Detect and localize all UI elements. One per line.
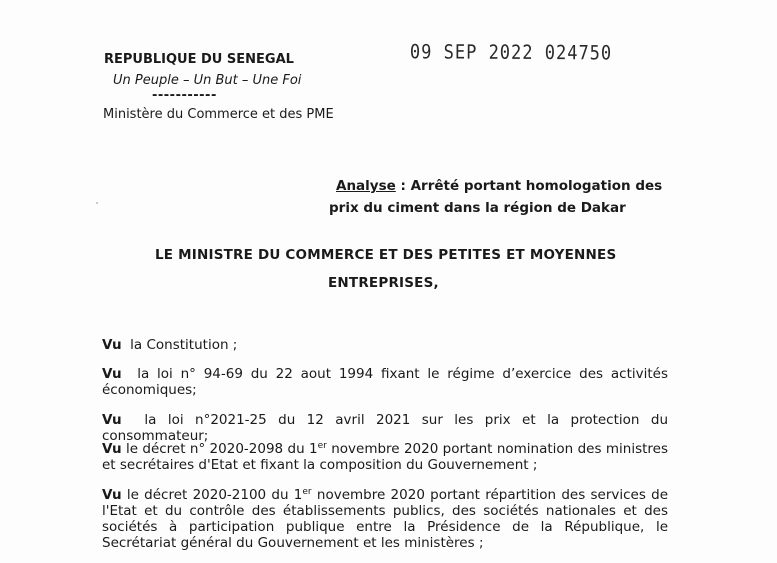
consideration-text: la loi n°2021-25 du 12 avril 2021 sur les prix et la protection du consommateur; [102, 412, 668, 444]
decree-title-line2: ENTREPRISES, [328, 275, 439, 291]
vu-label: Vu [102, 366, 122, 382]
country-name: REPUBLIQUE DU SENEGAL [104, 52, 294, 67]
consideration-text-cont: novembre 2020 portant nomination des ministres et secrétaires d'Etat et fixant la composition du Gouvernement ; [102, 441, 669, 473]
vu-label: Vu [102, 337, 122, 353]
consideration-constitution [102, 337, 668, 353]
consideration-decret-2020-2098 [102, 441, 668, 473]
vu-label: Vu [102, 441, 122, 457]
header-divider: ----------- [152, 88, 217, 103]
analyse-heading [336, 178, 662, 194]
ministry-name: Ministère du Commerce et des PME [103, 107, 334, 122]
consideration-text: la Constitution ; [130, 337, 238, 353]
date-stamp: 09 SEP 2022 024750 [409, 41, 613, 66]
consideration-decret-2020-2100 [102, 487, 668, 551]
national-motto: Un Peuple – Un But – Une Foi [113, 73, 302, 88]
analyse-line1: : Arrêté portant homologation des [395, 178, 663, 194]
consideration-text: le décret n° 2020-2098 du 1 [125, 441, 318, 457]
analyse-line2: prix du ciment dans la région de Dakar [329, 200, 626, 216]
decree-title-line1: LE MINISTRE DU COMMERCE ET DES PETITES ET MOYENNES [155, 247, 617, 263]
paper-speck [96, 202, 98, 204]
consideration-loi-2021-25 [102, 412, 668, 444]
ordinal-suffix: er [302, 487, 312, 497]
consideration-text-cont: novembre 2020 portant répartition des services de l'Etat et du contrôle des établissements publics, des sociétés nationales et des sociétés à participation publique entre la Présidence de la République, le Secrétariat général du Gouvernement et les ministères ; [102, 487, 669, 551]
analyse-label: Analyse [336, 178, 396, 194]
vu-label: Vu [102, 487, 122, 503]
vu-label: Vu [102, 412, 122, 428]
consideration-text: la loi n° 94-69 du 22 aout 1994 fixant le régime d’exercice des activités économiques; [102, 366, 668, 398]
ordinal-suffix: er [317, 441, 327, 451]
consideration-text: le décret 2020-2100 du 1 [126, 487, 303, 503]
consideration-loi-94-69 [102, 366, 668, 398]
